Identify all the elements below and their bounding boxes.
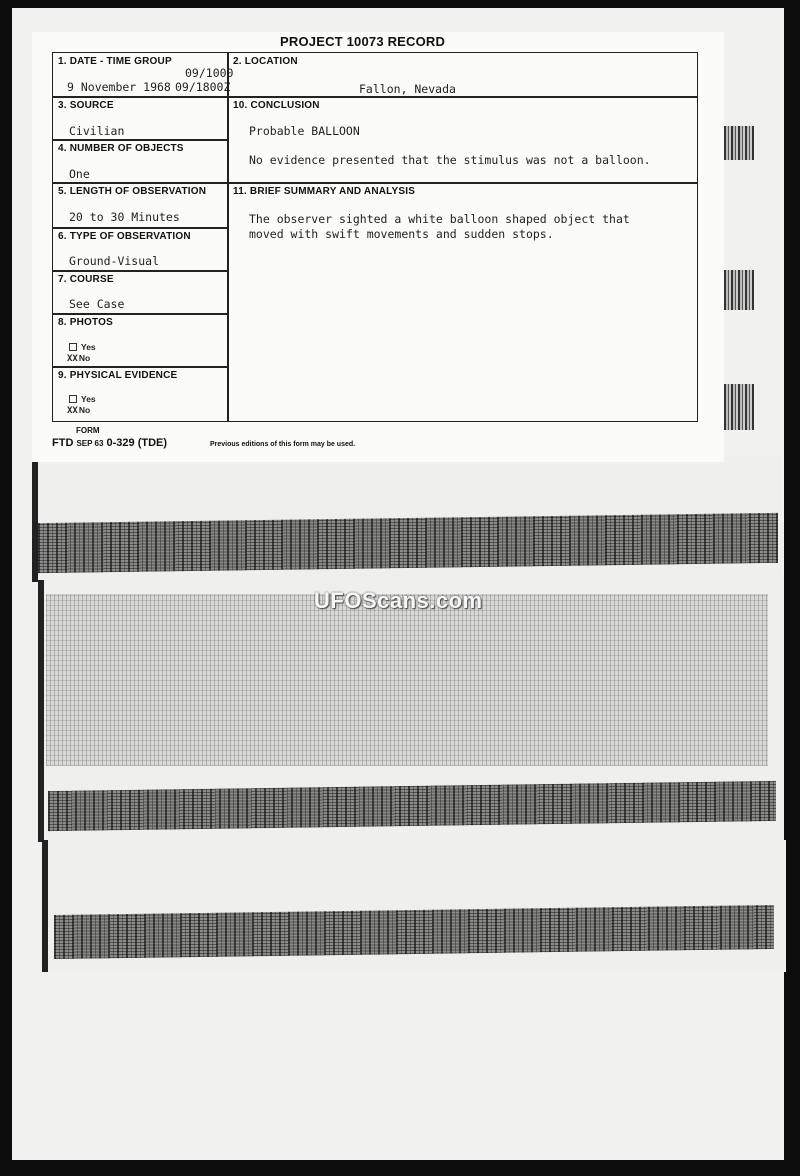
- checked-mark: XX: [67, 406, 78, 416]
- type-of-observation-label: 6. TYPE OF OBSERVATION: [58, 231, 191, 242]
- conclusion-label: 10. CONCLUSION: [233, 100, 320, 111]
- film-strip-2: [38, 580, 784, 842]
- row-divider: [53, 313, 228, 315]
- conclusion-value: Probable BALLOON: [249, 124, 360, 138]
- physical-evidence-yes-label: Yes: [81, 394, 96, 404]
- row-divider: [53, 366, 228, 368]
- footer-ftd: FTD: [52, 437, 74, 449]
- course-label: 7. COURSE: [58, 274, 114, 285]
- photos-yes-label: Yes: [81, 342, 96, 352]
- footer-form-number: 0-329 (TDE): [106, 437, 168, 449]
- row-divider: [53, 227, 228, 229]
- row-divider: [53, 96, 228, 98]
- number-of-objects-label: 4. NUMBER OF OBJECTS: [58, 143, 184, 154]
- location-value: Fallon, Nevada: [359, 82, 456, 96]
- date-time-group-local: 09/1000: [185, 66, 234, 80]
- footer-form-id: [52, 437, 167, 449]
- location-label: 2. LOCATION: [233, 56, 298, 67]
- watermark: UFOScans.com: [314, 588, 483, 613]
- footer-note: Previous editions of this form may be used.: [210, 441, 356, 448]
- physical-evidence-yes-option: [69, 394, 96, 404]
- photos-no-option: [67, 353, 90, 364]
- conclusion-note: No evidence presented that the stimulus was not a balloon.: [249, 153, 651, 167]
- row-divider: [227, 96, 697, 98]
- photos-yes-option: [69, 342, 96, 352]
- course-value: See Case: [69, 297, 125, 311]
- checkbox-icon: [69, 395, 77, 403]
- number-of-objects-value: One: [69, 167, 90, 181]
- physical-evidence-no-label: No: [78, 405, 91, 415]
- film-strip-3: [42, 840, 786, 972]
- summary-line-2: moved with swift movements and sudden stops.: [249, 227, 554, 241]
- source-value: Civilian: [69, 124, 125, 138]
- source-label: 3. SOURCE: [58, 100, 114, 111]
- footer-edition: SEP 63: [76, 439, 104, 448]
- date-time-group-zulu: 09/1800Z: [175, 80, 231, 94]
- checkbox-icon: [69, 343, 77, 351]
- row-divider: [53, 270, 228, 272]
- physical-evidence-label: 9. PHYSICAL EVIDENCE: [58, 370, 178, 381]
- record-form-grid: [52, 52, 698, 422]
- date-time-group-date: 9 November 1968: [67, 80, 171, 94]
- footer-form-label: FORM: [76, 426, 100, 435]
- summary-line-1: The observer sighted a white balloon shaped object that: [249, 212, 630, 226]
- row-divider: [53, 182, 228, 184]
- row-divider: [53, 139, 228, 141]
- record-title: PROJECT 10073 RECORD: [280, 34, 446, 49]
- row-divider: [227, 182, 697, 184]
- side-film-strip: [724, 126, 754, 160]
- length-of-observation-value: 20 to 30 Minutes: [69, 210, 180, 224]
- side-film-strip: [724, 384, 754, 430]
- physical-evidence-no-option: [67, 405, 90, 416]
- photos-label: 8. PHOTOS: [58, 317, 113, 328]
- summary-label: 11. BRIEF SUMMARY AND ANALYSIS: [233, 186, 416, 197]
- length-of-observation-label: 5. LENGTH OF OBSERVATION: [58, 186, 207, 197]
- film-strip-1: [32, 456, 782, 582]
- photos-no-label: No: [78, 353, 91, 363]
- date-time-group-label: 1. DATE - TIME GROUP: [58, 56, 172, 67]
- checked-mark: XX: [67, 354, 78, 364]
- side-film-strip: [724, 270, 754, 310]
- type-of-observation-value: Ground-Visual: [69, 254, 160, 268]
